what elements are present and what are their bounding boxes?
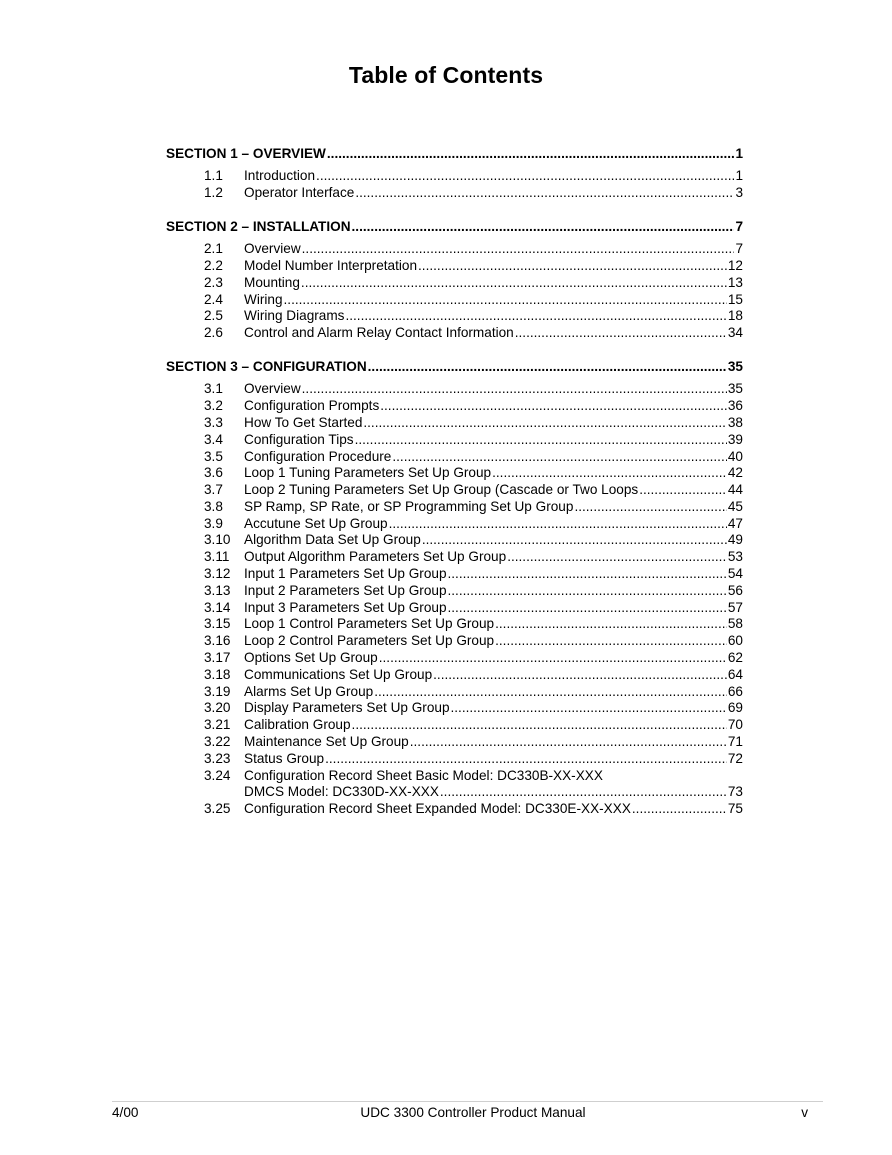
dot-leader <box>374 684 727 701</box>
dot-leader <box>327 146 735 163</box>
toc-entry[interactable] <box>166 700 743 717</box>
dot-leader <box>302 381 727 398</box>
entry-page-number: 60 <box>727 633 743 649</box>
entry-number: 3.14 <box>204 599 231 615</box>
entry-number: 2.6 <box>204 325 223 341</box>
dot-leader <box>325 751 727 768</box>
entry-number: 3.19 <box>204 683 231 699</box>
entry-title: Input 3 Parameters Set Up Group <box>244 599 447 615</box>
entry-number: 3.9 <box>204 515 223 531</box>
dot-leader <box>355 185 734 202</box>
entry-title: Options Set Up Group <box>244 650 378 666</box>
dot-leader <box>352 717 727 734</box>
entry-page-number: 15 <box>727 291 743 307</box>
toc-entry[interactable] <box>166 549 743 566</box>
entry-page-number: 34 <box>727 325 743 341</box>
dot-leader <box>418 258 727 275</box>
entry-number: 3.25 <box>204 801 231 817</box>
dot-leader <box>380 398 727 415</box>
dot-leader <box>392 449 727 466</box>
entry-title: Configuration Procedure <box>244 448 392 464</box>
entry-title: Algorithm Data Set Up Group <box>244 532 421 548</box>
toc-section-entries <box>166 168 743 202</box>
section-page-number: 7 <box>735 218 743 234</box>
dot-leader <box>632 801 727 818</box>
entry-title: Configuration Prompts <box>244 398 380 414</box>
section-title: SECTION 2 – INSTALLATION <box>166 218 351 234</box>
toc-entry[interactable] <box>166 415 743 432</box>
dot-leader <box>379 650 727 667</box>
toc-section-entries <box>166 241 743 342</box>
entry-title: SP Ramp, SP Rate, or SP Programming Set Up Group <box>244 498 574 514</box>
entry-page-number: 49 <box>727 532 743 548</box>
section-title: SECTION 3 – CONFIGURATION <box>166 359 367 375</box>
section-page-number: 35 <box>727 359 743 375</box>
entry-title: Alarms Set Up Group <box>244 683 374 699</box>
entry-title: Model Number Interpretation <box>244 257 418 273</box>
footer-date: 4/00 <box>112 1105 139 1120</box>
entry-page-number: 18 <box>727 308 743 324</box>
entry-title: Introduction <box>244 168 316 184</box>
entry-page-number: 58 <box>727 616 743 632</box>
entry-page-number: 39 <box>727 431 743 447</box>
entry-page-number: 38 <box>727 414 743 430</box>
toc-entry[interactable] <box>166 465 743 482</box>
entry-title: Display Parameters Set Up Group <box>244 700 450 716</box>
toc-entry[interactable] <box>166 241 743 258</box>
toc-entry[interactable] <box>166 532 743 549</box>
entry-page-number: 13 <box>727 274 743 290</box>
dot-leader <box>451 700 727 717</box>
entry-title: Output Algorithm Parameters Set Up Group <box>244 549 507 565</box>
dot-leader <box>507 549 727 566</box>
entry-number: 2.4 <box>204 291 223 307</box>
entry-title: Calibration Group <box>244 717 351 733</box>
toc-entry[interactable] <box>166 801 743 818</box>
entry-page-number: 56 <box>727 582 743 598</box>
dot-leader <box>389 516 727 533</box>
dot-leader <box>284 292 727 309</box>
entry-page-number: 53 <box>727 549 743 565</box>
dot-leader <box>574 499 726 516</box>
entry-number: 3.1 <box>204 381 223 397</box>
entry-number: 3.20 <box>204 700 231 716</box>
dot-leader <box>316 168 734 185</box>
section-title: SECTION 1 – OVERVIEW <box>166 146 326 161</box>
toc-section-entries <box>166 381 743 818</box>
entry-title: Status Group <box>244 750 325 766</box>
entry-title: Operator Interface <box>244 184 355 200</box>
entry-title: Overview <box>244 241 301 257</box>
toc-entry[interactable] <box>166 292 743 309</box>
toc-entry[interactable] <box>166 768 743 785</box>
entry-page-number: 42 <box>727 465 743 481</box>
entry-number: 2.3 <box>204 274 223 290</box>
entry-title: Input 1 Parameters Set Up Group <box>244 566 447 582</box>
entry-number: 3.8 <box>204 498 223 514</box>
toc-entry[interactable] <box>166 734 743 751</box>
page-title: Table of Contents <box>348 62 544 88</box>
entry-number: 2.2 <box>204 257 223 273</box>
toc-entry[interactable] <box>166 275 743 292</box>
toc-entry-continuation[interactable] <box>166 784 743 801</box>
entry-page-number: 44 <box>727 482 743 498</box>
entry-page-number: 69 <box>727 700 743 716</box>
table-of-contents <box>166 146 743 818</box>
entry-number: 3.23 <box>204 750 231 766</box>
dot-leader <box>448 566 727 583</box>
entry-page-number: 73 <box>727 784 743 800</box>
entry-page-number: 70 <box>727 717 743 733</box>
entry-page-number: 35 <box>727 381 743 397</box>
entry-title: Loop 2 Tuning Parameters Set Up Group (Cascade or Two Loops <box>244 482 639 498</box>
entry-title: Input 2 Parameters Set Up Group <box>244 582 447 598</box>
entry-page-number: 36 <box>727 398 743 414</box>
entry-number: 2.5 <box>204 308 223 324</box>
entry-page-number: 1 <box>735 168 743 184</box>
entry-title: Configuration Record Sheet Basic Model: DC330B-XX-XXX <box>244 767 603 783</box>
entry-title: Overview <box>244 381 301 397</box>
entry-title: Maintenance Set Up Group <box>244 734 409 750</box>
entry-page-number: 3 <box>735 184 743 200</box>
entry-number: 1.2 <box>204 184 223 200</box>
entry-number: 3.5 <box>204 448 223 464</box>
entry-number: 3.22 <box>204 734 231 750</box>
toc-entry[interactable] <box>166 566 743 583</box>
entry-title: Loop 1 Tuning Parameters Set Up Group <box>244 465 492 481</box>
dot-leader <box>302 241 735 258</box>
entry-title-continuation: DMCS Model: DC330D-XX-XXX <box>244 784 439 800</box>
entry-page-number: 72 <box>727 750 743 766</box>
entry-number: 3.17 <box>204 650 231 666</box>
toc-entry[interactable] <box>166 616 743 633</box>
toc-entry[interactable] <box>166 449 743 466</box>
entry-page-number: 40 <box>727 448 743 464</box>
toc-entry[interactable] <box>166 398 743 415</box>
dot-leader <box>440 784 727 801</box>
toc-entry[interactable] <box>166 583 743 600</box>
entry-title: Wiring <box>244 291 283 307</box>
toc-entry[interactable] <box>166 633 743 650</box>
entry-page-number: 57 <box>727 599 743 615</box>
entry-page-number: 75 <box>727 801 743 817</box>
entry-title: Control and Alarm Relay Contact Information <box>244 325 514 341</box>
dot-leader <box>422 532 727 549</box>
entry-title: Configuration Tips <box>244 431 354 447</box>
entry-number: 3.16 <box>204 633 231 649</box>
dot-leader <box>495 616 727 633</box>
dot-leader <box>448 600 727 617</box>
footer-title: UDC 3300 Controller Product Manual <box>360 1105 586 1120</box>
toc-entry[interactable] <box>166 185 743 202</box>
toc-entry[interactable] <box>166 650 743 667</box>
toc-entry[interactable] <box>166 684 743 701</box>
dot-leader <box>368 359 727 376</box>
entry-page-number: 12 <box>727 257 743 273</box>
entry-number: 3.4 <box>204 431 223 447</box>
dot-leader <box>410 734 727 751</box>
entry-number: 3.15 <box>204 616 231 632</box>
dot-leader <box>448 583 727 600</box>
dot-leader <box>433 667 727 684</box>
section-page-number: 1 <box>735 146 743 161</box>
entry-number: 3.10 <box>204 532 231 548</box>
toc-entry[interactable] <box>166 717 743 734</box>
dot-leader <box>492 465 727 482</box>
entry-title: Accutune Set Up Group <box>244 515 388 531</box>
toc-entry[interactable] <box>166 600 743 617</box>
dot-leader <box>345 308 726 325</box>
footer-divider <box>112 1101 823 1102</box>
toc-entry[interactable] <box>166 751 743 768</box>
toc-entry[interactable] <box>166 482 743 499</box>
toc-entry[interactable] <box>166 381 743 398</box>
entry-title: How To Get Started <box>244 414 363 430</box>
dot-leader <box>301 275 727 292</box>
toc-section-heading[interactable] <box>166 219 743 236</box>
toc-section-heading[interactable] <box>166 146 743 163</box>
entry-page-number: 54 <box>727 566 743 582</box>
entry-title: Configuration Record Sheet Expanded Model: DC330E-XX-XXX <box>244 801 631 817</box>
entry-number: 1.1 <box>204 168 223 184</box>
entry-number: 3.13 <box>204 582 231 598</box>
toc-entry[interactable] <box>166 308 743 325</box>
entry-number: 2.1 <box>204 241 223 257</box>
dot-leader <box>352 219 735 236</box>
entry-title: Wiring Diagrams <box>244 308 345 324</box>
footer-page-number: v <box>801 1105 808 1120</box>
entry-number: 3.12 <box>204 566 231 582</box>
entry-page-number: 47 <box>727 515 743 531</box>
toc-entry[interactable] <box>166 432 743 449</box>
entry-page-number: 45 <box>727 498 743 514</box>
toc-entry[interactable] <box>166 325 743 342</box>
entry-title: Mounting <box>244 274 300 290</box>
entry-number: 3.11 <box>204 549 230 565</box>
toc-entry[interactable] <box>166 516 743 533</box>
dot-leader <box>363 415 727 432</box>
entry-number: 3.2 <box>204 398 223 414</box>
dot-leader <box>355 432 727 449</box>
toc-entry[interactable] <box>166 168 743 185</box>
entry-number: 3.7 <box>204 482 223 498</box>
entry-number: 3.21 <box>204 717 231 733</box>
entry-title: Communications Set Up Group <box>244 666 433 682</box>
entry-number: 3.3 <box>204 414 223 430</box>
toc-entry[interactable] <box>166 667 743 684</box>
entry-page-number: 71 <box>727 734 743 750</box>
dot-leader <box>515 325 727 342</box>
entry-page-number: 62 <box>727 650 743 666</box>
toc-entry[interactable] <box>166 499 743 516</box>
toc-section-heading[interactable] <box>166 359 743 376</box>
entry-page-number: 7 <box>735 241 743 257</box>
dot-leader <box>639 482 727 499</box>
entry-number: 3.18 <box>204 666 231 682</box>
entry-page-number: 64 <box>727 666 743 682</box>
entry-page-number: 66 <box>727 683 743 699</box>
entry-title: Loop 1 Control Parameters Set Up Group <box>244 616 495 632</box>
toc-entry[interactable] <box>166 258 743 275</box>
entry-number: 3.6 <box>204 465 223 481</box>
dot-leader <box>495 633 727 650</box>
entry-title: Loop 2 Control Parameters Set Up Group <box>244 633 495 649</box>
entry-number: 3.24 <box>204 767 231 783</box>
